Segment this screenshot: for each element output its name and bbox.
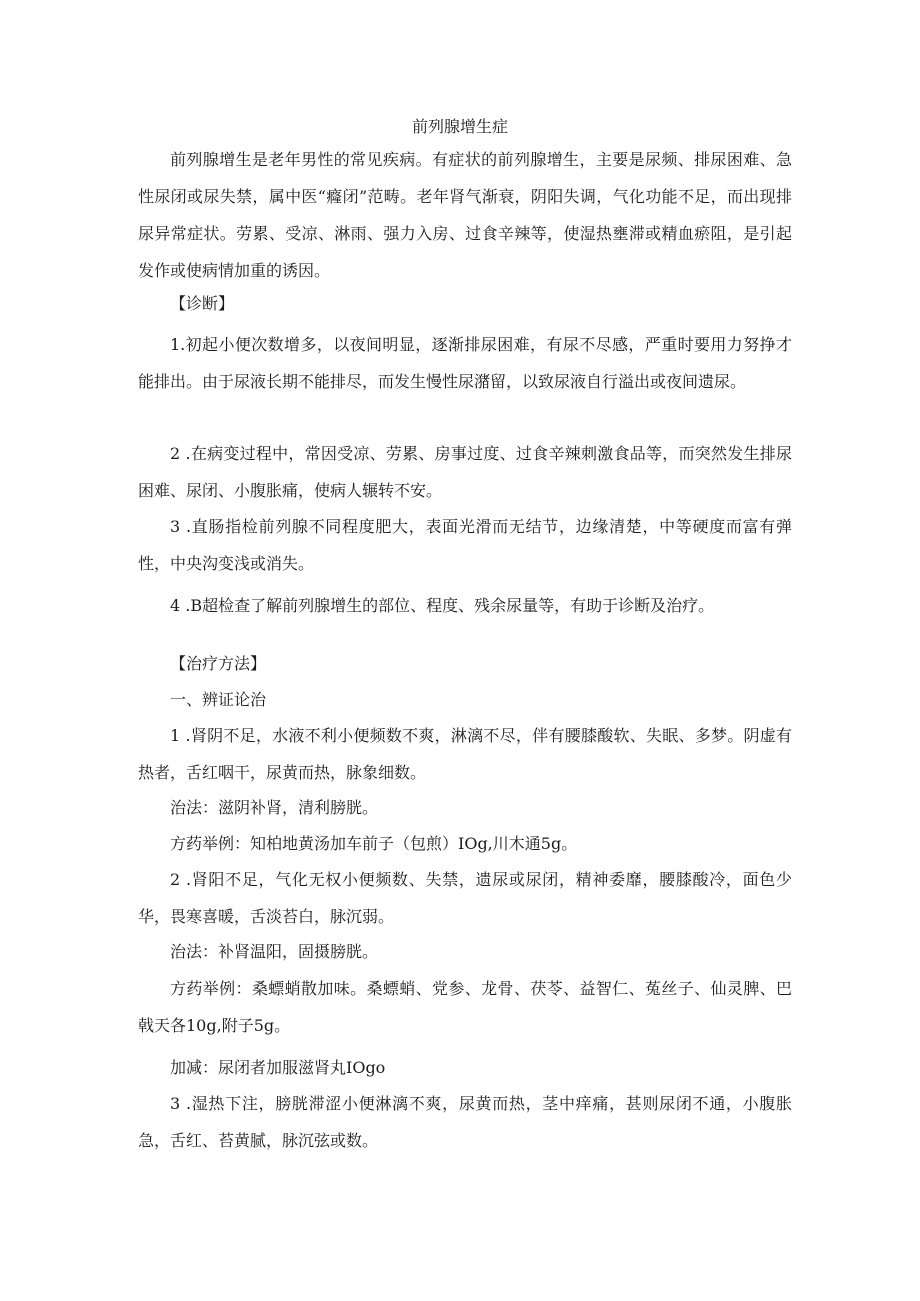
treatment-1-recipe: 方药举例：知柏地黄汤加车前子（包煎）IOg,川木通5g。 bbox=[170, 834, 578, 853]
diagnosis-item-4: 4 .B超检查了解前列腺增生的部位、程度、残余尿量等，有助于诊断及治疗。 bbox=[170, 596, 715, 615]
diagnosis-item-2: 2 .在病变过程中，常因受凉、劳累、房事过度、过食辛辣刺激食品等，而突然发生排尿困难、尿闭、小腹胀痛，使病人辗转不安。 bbox=[138, 444, 792, 500]
diagnosis-heading: 【诊断】 bbox=[170, 294, 235, 313]
treatment-item-1: 1 .肾阴不足，水液不利小便频数不爽，淋漓不尽，伴有腰膝酸软、失眠、多梦。阴虚有热者，舌红咽干，尿黄而热，脉象细数。 bbox=[138, 726, 792, 782]
diagnosis-item-1: 1.初起小便次数增多，以夜间明显，逐渐排尿困难，有尿不尽感，严重时要用力努挣才能排出。由于尿液长期不能排尽，而发生慢性尿潴留，以致尿液自行溢出或夜间遗尿。 bbox=[138, 335, 792, 391]
intro-paragraph: 前列腺增生是老年男性的常见疾病。有症状的前列腺增生，主要是尿频、排尿困难、急性尿闭或尿失禁，属中医“癃闭”范畴。老年肾气渐衰，阴阳失调，气化功能不足，而出现排尿异常症状。劳累、受凉、淋雨、强力入房、过食辛辣等，使湿热壅滞或精血瘀阻，是引起发作或使病情加重的诱因。 bbox=[138, 150, 792, 280]
treatment-2-recipe: 方药举例：桑螵蛸散加味。桑螵蛸、党参、龙骨、茯苓、益智仁、菟丝子、仙灵脾、巴戟天各10g,附子5g。 bbox=[138, 979, 792, 1035]
treatment-item-2: 2 .肾阳不足，气化无权小便频数、失禁，遗尿或尿闭，精神委靡，腰膝酸冷，面色少华，畏寒喜暖，舌淡苔白，脉沉弱。 bbox=[138, 870, 792, 926]
section-heading-1: 一、辨证论治 bbox=[170, 690, 267, 709]
diagnosis-item-3: 3 .直肠指检前列腺不同程度肥大，表面光滑而无结节，边缘清楚，中等硬度而富有弹性，中央沟变浅或消失。 bbox=[138, 517, 792, 573]
treatment-item-3: 3 .湿热下注，膀胱滞涩小便淋漓不爽，尿黄而热，茎中痒痛，甚则尿闭不通，小腹胀急，舌红、苔黄腻，脉沉弦或数。 bbox=[138, 1094, 792, 1150]
treatment-2-method: 治法：补肾温阳，固摄膀胱。 bbox=[170, 942, 379, 961]
treatment-1-method: 治法：滋阴补肾，清利膀胱。 bbox=[170, 798, 379, 817]
page-title: 前列腺增生症 bbox=[411, 117, 508, 136]
treatment-2-addition: 加减：尿闭者加服滋肾丸IOgo bbox=[170, 1058, 386, 1077]
treatment-heading: 【治疗方法】 bbox=[170, 654, 267, 673]
